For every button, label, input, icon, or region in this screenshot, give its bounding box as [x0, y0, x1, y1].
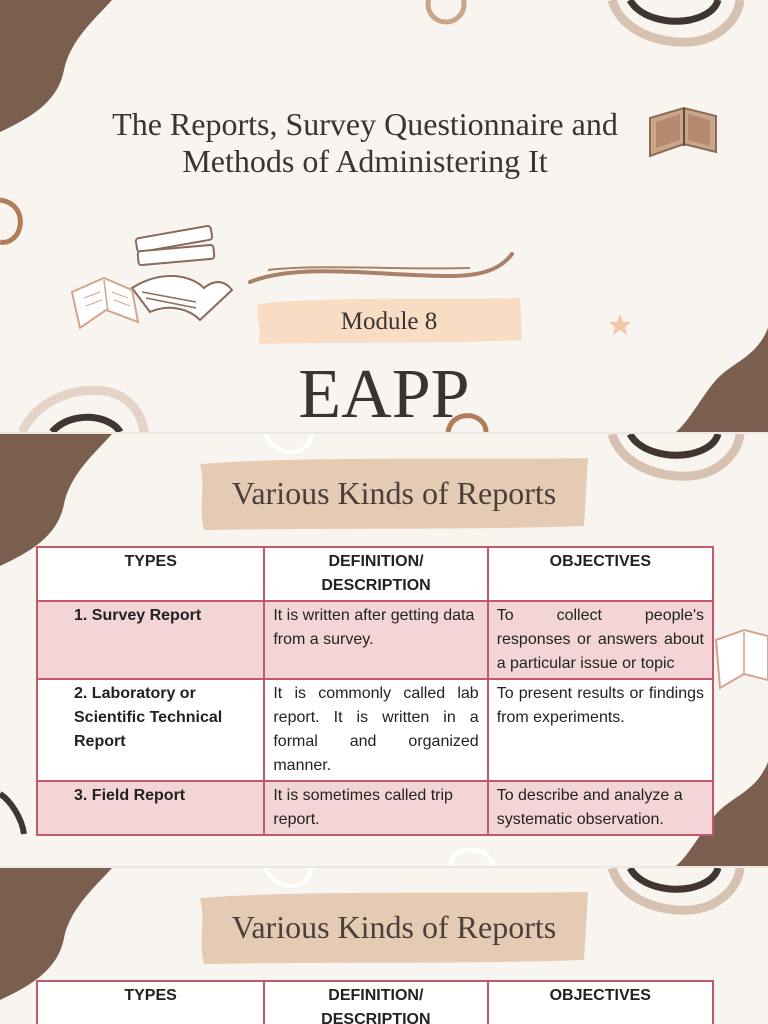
open-book-icon-right	[716, 630, 768, 688]
column-header-definition: DEFINITION/ DESCRIPTION	[264, 981, 487, 1024]
book-stack-icon	[132, 226, 232, 320]
table-header-row	[37, 547, 713, 601]
definition-cell: It is written after getting data from a survey.	[264, 601, 487, 679]
column-header-types: TYPES	[37, 547, 264, 601]
table-row	[37, 601, 713, 679]
column-header-objectives: OBJECTIVES	[488, 981, 713, 1024]
tan-ring-top	[428, 0, 464, 22]
title-line-2: Methods of Administering It	[182, 143, 548, 179]
module-label: Module 8	[340, 308, 438, 335]
reports-table-slide	[0, 434, 768, 866]
title-line-1: The Reports, Survey Questionnaire and	[112, 106, 618, 142]
reports-table	[36, 546, 714, 836]
ring-bottom	[450, 850, 494, 866]
tan-ring-left	[0, 200, 20, 242]
definition-cell: It is sometimes called trip report.	[264, 781, 487, 835]
table-row	[37, 781, 713, 835]
objective-cell: To present results or findings from experiments.	[488, 679, 713, 781]
ring-top	[266, 868, 312, 886]
type-cell: 1. Survey Report	[37, 601, 264, 679]
table-header-row	[37, 981, 713, 1024]
table-row	[37, 679, 713, 781]
reports-table-slide-continued	[0, 868, 768, 1024]
title-slide	[0, 0, 768, 432]
type-cell: 2. Laboratory or Scientific Technical Report	[37, 679, 264, 781]
course-code: EAPP	[298, 356, 470, 432]
column-header-definition: DEFINITION/ DESCRIPTION	[264, 547, 487, 601]
type-cell: 3. Field Report	[37, 781, 264, 835]
section-heading: Various Kinds of Reports	[231, 474, 557, 511]
objective-cell: To collect people's responses or answers about a particular issue or topic	[488, 601, 713, 679]
column-header-objectives: OBJECTIVES	[488, 547, 713, 601]
arc-bottom-left	[0, 794, 24, 834]
arc-top-right-inner	[630, 868, 718, 889]
definition-cell: It is commonly called lab report. It is written in a formal and organized manner.	[264, 679, 487, 781]
section-heading: Various Kinds of Reports	[231, 908, 557, 945]
objective-cell: To describe and analyze a systematic observation.	[488, 781, 713, 835]
reports-table	[36, 980, 714, 1024]
arc-top-right-inner	[630, 434, 718, 455]
ring-top	[266, 434, 312, 452]
arc-top-right-inner	[630, 0, 718, 21]
presentation-title	[60, 106, 670, 180]
star-icon	[609, 314, 631, 335]
open-book-icon-left	[72, 278, 138, 328]
column-header-types: TYPES	[37, 981, 264, 1024]
